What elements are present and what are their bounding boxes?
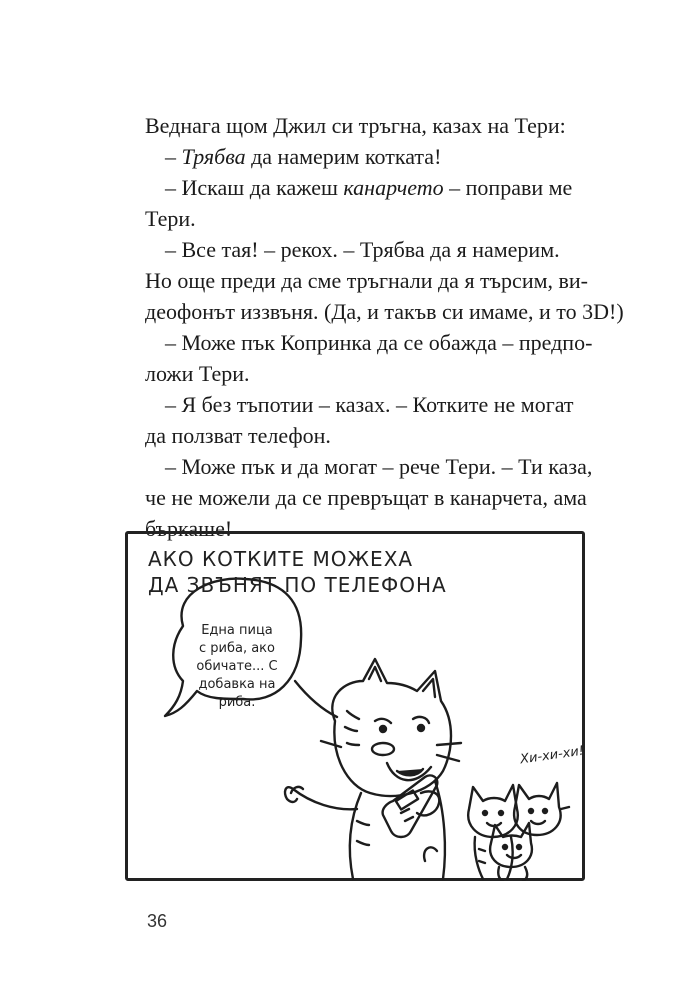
emphasis: канарчето	[343, 175, 444, 200]
bubble-line: обичате... С	[196, 659, 278, 674]
text-line: Веднага щом Джил си тръгна, казах на Тери:	[145, 113, 566, 138]
bubble-line: Една пица	[201, 623, 273, 638]
text-line: ложи Тери.	[145, 361, 250, 386]
paragraph-5	[145, 265, 588, 296]
paragraph-3	[145, 172, 580, 203]
text-line: – Може пък Копринка да се обажда – предпо-	[165, 330, 593, 355]
text-line: че не можели да се превръщат в канарчета, ама	[145, 485, 587, 510]
page-number: 36	[147, 911, 168, 931]
text-line: Тери.	[145, 206, 196, 231]
text-line: – Искаш да кажеш	[165, 175, 344, 200]
story-text	[145, 110, 624, 544]
text-line: бъркаше!	[145, 516, 233, 541]
comic-caption	[148, 546, 447, 598]
paragraph-6-cont	[145, 358, 580, 389]
paragraph-5-cont	[145, 296, 624, 327]
paragraph-4	[145, 234, 580, 265]
speech-bubble-text	[186, 622, 288, 712]
text-line: – Все тая! – рекох. – Трябва да я намерим.	[165, 237, 560, 262]
emphasis: Трябва	[181, 144, 246, 169]
laughter-text: Хи-хи-хи!	[519, 743, 585, 768]
text-line: – Я без тъпотии – казах. – Котките не могат	[165, 392, 574, 417]
bubble-line: с риба, ако	[198, 641, 275, 656]
caption-line: АКО КОТКИТЕ МОЖЕХА	[148, 547, 414, 571]
paragraph-8	[145, 451, 593, 482]
bubble-line: добавка на	[198, 677, 276, 692]
paragraph-1	[145, 110, 580, 141]
paragraph-7	[145, 389, 580, 420]
cat-body	[350, 793, 361, 879]
text-line: да намерим котката!	[245, 144, 442, 169]
small-cats	[468, 783, 569, 881]
paragraph-2: – Трябва да намерим котката!	[165, 144, 442, 169]
paragraph-7-cont	[145, 420, 580, 451]
text-line: – Може пък и да могат – рече Тери. – Ти каза,	[165, 454, 593, 479]
paragraph-8-cont	[145, 482, 587, 513]
text-line: да ползват телефон.	[145, 423, 331, 448]
cat-arm	[285, 787, 357, 809]
text-line: Но още преди да сме тръгнали да я търсим, ви-	[145, 268, 588, 293]
text-line: деофонът иззвъня. (Да, и такъв си имаме, и то 3D!)	[145, 299, 624, 324]
text-line: – поправи ме	[443, 175, 573, 200]
paragraph-3-cont	[145, 203, 580, 234]
bubble-line: риба.	[218, 695, 256, 710]
caption-line: ДА ЗВЪНЯТ ПО ТЕЛЕФОНА	[148, 573, 447, 597]
paragraph-6	[145, 327, 593, 358]
